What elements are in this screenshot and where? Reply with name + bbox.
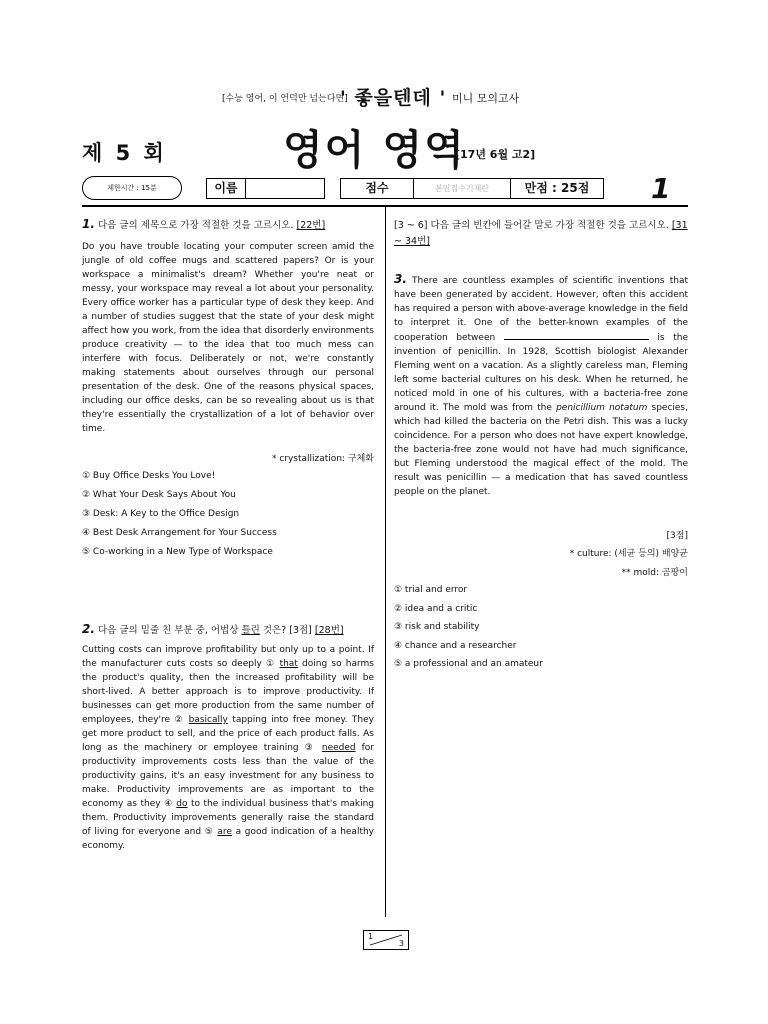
q2-ref: [28번] xyxy=(314,625,344,636)
q1-passage: Do you have trouble locating your computer screen amid the jungle of old coffee mugs and scattered papers? Or is your workspace a minimalist's dream? Whether you're neat or messy, your workspace may reveal a lot about your personality. Every office worker has a particular type of desk they keep. And a number of studies suggest that the state of your desk might affect how you work, from the idea that disorderly environments produce creativity — to the idea that too much mess can interfere with focus. Deliberately or not, we're constantly making statements about ourselves through our personal presentation of the desk. One of the reasons physical spaces, including our office desks, can be so revealing about us is that they're essentially the crystallization of a lot of behavior over time. xyxy=(82,242,374,434)
full-score: 만점 : 25점 xyxy=(524,181,590,195)
q3-footnote-1: * culture: (세균 등의) 배양균 xyxy=(569,549,688,559)
q3-text: There are countless examples of scientific inventions that have been generated by accident. However, often this accident has required a person with above-average knowledge in the field to interpret it. One of the better-known examples of the cooperation between xyxy=(394,276,688,343)
q3-points: [3점] xyxy=(666,531,688,541)
q1-number: 1. xyxy=(82,217,95,231)
q3-italic-species: penicillium notatum xyxy=(556,403,648,413)
page-indicator xyxy=(363,930,409,950)
q3-passage xyxy=(394,272,688,499)
exam-edition: [17년 6월 고2] xyxy=(455,148,536,161)
round-number: 제 5 회 xyxy=(82,141,167,165)
q3-text: species, which had killed the bacteria on the Petri dish. This was a lucky coincidence. For a person who does not have expert knowledge, the bacteria-free zone would not have had much significance, but Fleming understood the magical effect of the mold. The result was penicillin — a medication that has saved countless people on the planet. xyxy=(394,403,688,497)
exam-tagline: [수능 영어, 이 언덕만 넘는다면] xyxy=(222,94,348,104)
q2-text: a good indication of a healthy economy. xyxy=(82,827,375,851)
score-box xyxy=(340,178,604,199)
q2-prompt-end: 것은? [3점] xyxy=(262,625,312,636)
q1-footnote: * crystallization: 구체화 xyxy=(271,454,374,464)
q2-underline-1: that xyxy=(279,659,298,669)
name-field[interactable] xyxy=(246,179,324,198)
q2-text: for productivity improvements costs less than the value of the productivity gains, it's an easy investment for any business to make. Productivity improvements are as important to the economy as they ④ xyxy=(82,743,374,809)
q2-prompt: 다음 글의 밑줄 친 부분 중, 어법상 xyxy=(97,625,239,636)
q3-choice[interactable]: ① trial and error xyxy=(394,585,468,595)
name-label: 이름 xyxy=(207,179,246,198)
group-prompt: [3 ~ 6] 다음 글의 빈칸에 들어갈 말로 가장 적절한 것을 고르시오. xyxy=(394,220,669,231)
mini-exam-label: 미니 모의고사 xyxy=(452,92,520,105)
q2-text: Cutting costs can improve profitability but only up to a point. If the manufacturer cuts costs so deeply ① xyxy=(82,645,374,669)
group-header xyxy=(394,218,688,250)
q3-text: is the invention of penicillin. In 1928, Scottish biologist Alexander Fleming went on a vacation. As a slightly careless man, Fleming left some bacterial cultures on his desk. When he returned, he noticed mold in one of his cultures, with a bacteria-free zone around it. The mold was from the xyxy=(394,333,688,413)
q3-choice[interactable]: ④ chance and a researcher xyxy=(394,641,517,651)
subject-title: 영어 영역 xyxy=(283,126,466,174)
q1-ref: [22번] xyxy=(296,220,326,231)
q1-header xyxy=(82,216,378,234)
score-field[interactable]: 본인점수기재란 xyxy=(414,179,511,198)
name-box xyxy=(206,178,325,199)
q1-choice[interactable]: ② What Your Desk Says About You xyxy=(82,490,236,500)
page-number-large: 1 xyxy=(651,172,671,205)
exam-brand: ' 좋을텐데 ' xyxy=(340,87,447,109)
q2-underline-4: do xyxy=(176,799,188,809)
q3-blank xyxy=(504,330,649,340)
q3-footnote-2: ** mold: 곰팡이 xyxy=(621,568,688,578)
q2-text: to the individual business that's making them. Productivity improvements generally raise the standard of living for everyone and ⑤ xyxy=(82,799,375,837)
q1-prompt: 다음 글의 제목으로 가장 적절한 것을 고르시오. xyxy=(97,220,294,231)
q3-choice[interactable]: ⑤ a professional and an amateur xyxy=(394,659,543,669)
q2-passage xyxy=(82,643,374,853)
q2-header xyxy=(82,621,378,639)
total-pages: 3 xyxy=(398,939,404,948)
q2-number: 2. xyxy=(82,622,95,636)
q1-choice[interactable]: ④ Best Desk Arrangement for Your Success xyxy=(82,528,277,538)
q3-choice[interactable]: ③ risk and stability xyxy=(394,622,480,632)
q2-underline-5: are xyxy=(217,827,232,837)
q1-choice[interactable]: ③ Desk: A Key to the Office Design xyxy=(82,509,240,519)
current-page: 1 xyxy=(368,932,374,941)
q2-text: doing so harms the product's quality, then the increased profitability will be short-lived. A better approach is to improve productivity. If businesses can get more production from the same number of employees, they're ② xyxy=(82,659,374,725)
q2-text: tapping into free money. They get more product to sell, and the price of each product falls. As long as the machinery or employee training ③ xyxy=(82,715,374,753)
q2-prompt-emphasis: 틀린 xyxy=(241,625,260,636)
q2-underline-3: needed xyxy=(321,743,356,753)
score-label: 점수 xyxy=(341,179,414,198)
column-divider xyxy=(385,207,386,917)
group-ref: [31 ~ 34번] xyxy=(394,220,688,247)
time-limit-badge: 제한시간 : 15분 xyxy=(82,176,182,200)
q2-underline-2: basically xyxy=(188,715,228,725)
q1-choice[interactable]: ⑤ Co-working in a New Type of Workspace xyxy=(82,547,273,557)
q3-choice[interactable]: ② idea and a critic xyxy=(394,604,478,614)
q3-number: 3. xyxy=(394,272,407,286)
q1-choice[interactable]: ① Buy Office Desks You Love! xyxy=(82,471,216,481)
